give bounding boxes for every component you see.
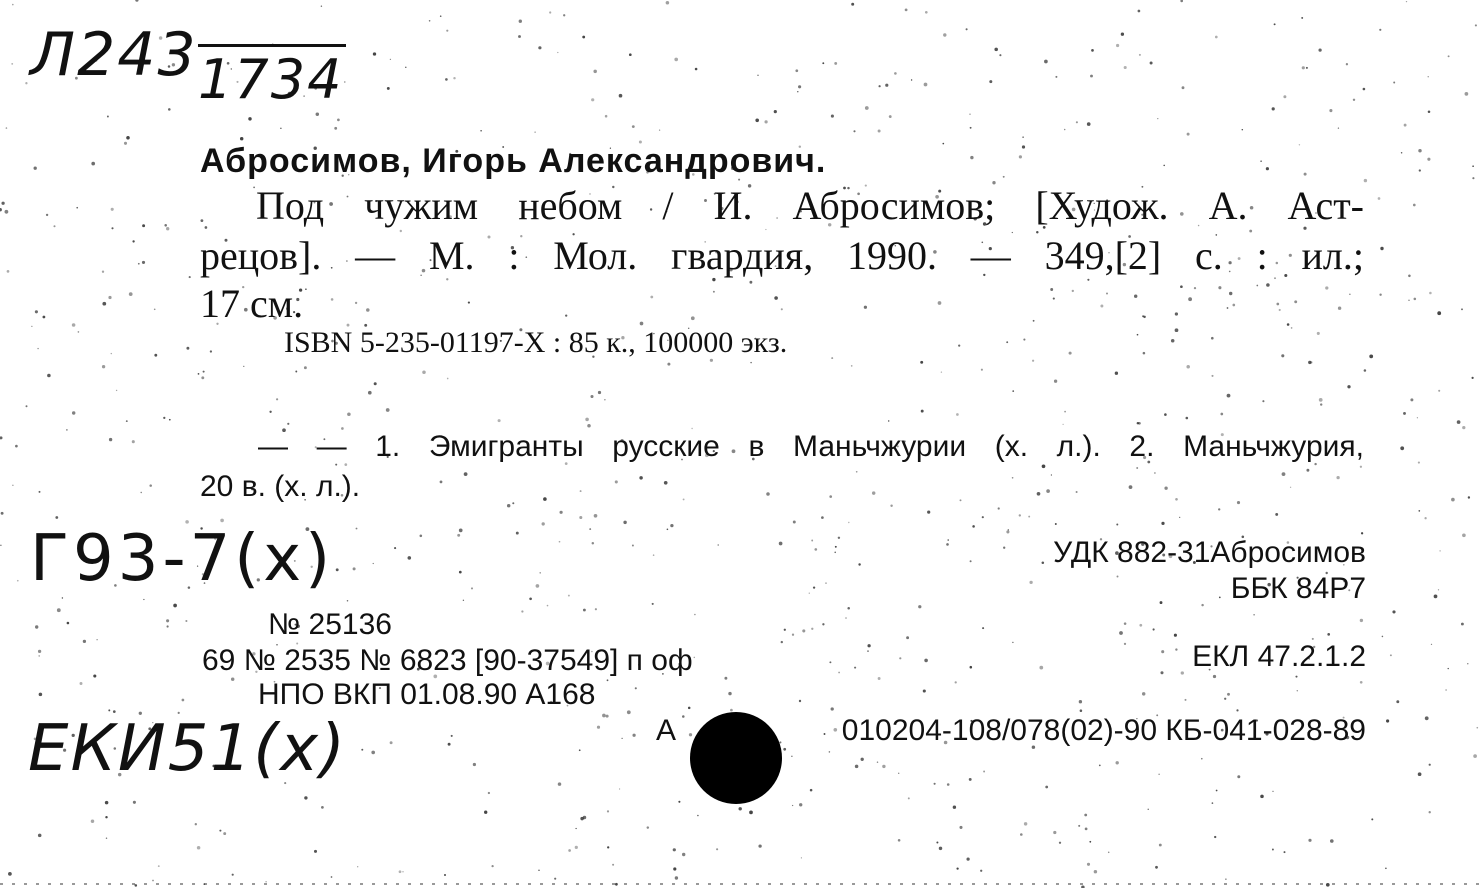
bottom-code: 010204-108/078(02)-90 КБ-041-028-89 bbox=[841, 714, 1366, 747]
udk-code: УДК 882-31Абросимов bbox=[1053, 536, 1366, 569]
ekl-code: ЕКЛ 47.2.1.2 bbox=[1192, 640, 1366, 673]
title-line-1: Под чужим небом / И. Абросимов; [Худож. А. Аст- bbox=[256, 183, 1364, 228]
title-line-3: 17 см. bbox=[200, 281, 304, 326]
order-number: № 25136 bbox=[268, 608, 392, 641]
handwritten-ekl-note: ЕКИ51(х) bbox=[28, 712, 347, 786]
author-heading: Абросимов, Игорь Александрович. bbox=[200, 142, 827, 180]
npo-line: НПО ВКП 01.08.90 А168 bbox=[258, 678, 596, 711]
handwritten-call-subnumber: 1734 bbox=[198, 48, 344, 111]
bottom-prefix: А bbox=[656, 714, 677, 747]
isbn-line: ISBN 5-235-01197-X : 85 к., 100000 экз. bbox=[284, 326, 788, 359]
handwritten-classification: Г93-7(х) bbox=[30, 522, 335, 596]
handwritten-call-number: Л243 bbox=[30, 20, 198, 90]
punch-hole bbox=[690, 712, 782, 804]
bbk-code: ББК 84Р7 bbox=[1230, 572, 1366, 605]
print-info-line: 69 № 2535 № 6823 [90-37549] п оф bbox=[202, 644, 693, 677]
subjects-line-2: 20 в. (х. л.). bbox=[200, 470, 361, 503]
call-number-rule bbox=[198, 44, 346, 47]
title-line-2: рецов]. — М. : Мол. гвардия, 1990. — 349,[2] с. : ил.; bbox=[200, 233, 1364, 278]
subjects-line-1: — — 1. Эмигранты русские в Маньчжурии (х. л.). 2. Маньчжурия, bbox=[258, 430, 1364, 463]
